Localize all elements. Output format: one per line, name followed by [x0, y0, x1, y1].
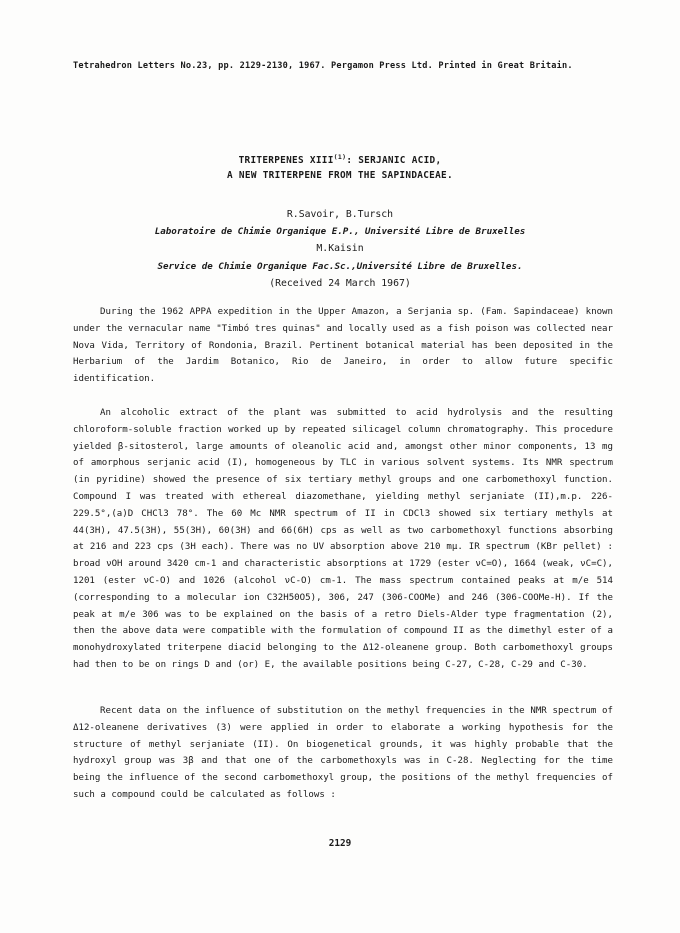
- article-title-text: TRITERPENES XIII: [238, 155, 334, 167]
- affiliation-1: Laboratoire de Chimie Organique E.P., Université Libre de Bruxelles: [154, 226, 526, 237]
- authors-group-1: R.Savoir, B.Tursch: [286, 209, 394, 220]
- paragraph-2-text: An alcoholic extract of the plant was submitted to acid hydrolysis and the resulting chloroform-soluble fraction worked up by repeated silicagel column chromatography. This procedure yielded β-sitosterol, large amounts of oleanolic acid and, amongst other minor components, 13 mg of amorphous serjanic acid (I), homogeneous by TLC in various solvent systems. Its NMR spectrum (in pyridine) showed the presence of six tertiary methyl groups and one carbomethoxyl function. Compound I was treated with ethereal diazomethane, yielding methyl serjaniate (II),m.p. 226-229.5°,(a)D CHCl3 78°. The 60 Mc NMR spectrum of II in CDCl3 showed six tertiary methyls at 44(3H), 47.5(3H), 55(3H), 60(3H) and 66(6H) cps as well as two carbomethoxyl functions absorbing at 216 and 223 cps (3H each). There was no UV absorption above 210 mμ. IR spectrum (KBr pellet) : broad νOH around 3420 cm-1 and characteristic absorptions at 1729 (ester νC=O), 1664 (weak, νC=C), 1201 (ester νC-O) and 1026 (alcohol νC-O) cm-1. The mass spectrum contained peaks at m/e 514 (corresponding to a molecular ion C32H50O5), 306, 247 (306-COOMe) and 246 (306-COOMe-H). If the peak at m/e 306 was to be explained on the basis of a retro Diels-Alder type fragmentation (2), then the above data were compatible with the formulation of compound II as the dimethyl ester of a monohydroxylated triterpene diacid belonging to the Δ12-oleanene group. Both carbomethoxyl groups had then to be on rings D and (or) E, the available positions being C-27, C-28, C-29 and C-30.: [73, 408, 613, 670]
- paragraph-3-text: Recent data on the influence of substitution on the methyl frequencies in the NMR spectrum of Δ12-oleanene derivatives (3) were applied in order to elaborate a working hypothesis for the structure of methyl serjaniate (II). On biogenetical grounds, it was highly probable that the hydroxyl group was 3β and that one of the carbomethoxyls was in C-28. Neglecting for the time being the influence of the second carbomethoxyl group, the positions of the methyl frequencies of such a compound could be calculated as follows :: [73, 706, 613, 800]
- article-title-tail: : SERJANIC ACID,: [346, 155, 442, 167]
- affiliation-2: Service de Chimie Organique Fac.Sc.,Université Libre de Bruxelles.: [157, 261, 523, 272]
- authors-group-2: M.Kaisin: [316, 243, 364, 254]
- article-title-line-2: A NEW TRITERPENE FROM THE SAPINDACEAE.: [227, 170, 453, 181]
- journal-header: Tetrahedron Letters No.23, pp. 2129-2130, 1967. Pergamon Press Ltd. Printed in Great Britain.: [73, 61, 573, 71]
- paragraph-1-text: During the 1962 APPA expedition in the Upper Amazon, a Serjania sp. (Fam. Sapindaceae) known under the vernacular name "Timbó tres quinas" and locally used as a fish poison was collected near Nova Vida, Territory of Rondonia, Brazil. Pertinent botanical material has been deposited in the Herbarium of the Jardim Botanico, Rio de Janeiro, in order to allow future specific identification.: [73, 307, 613, 385]
- paragraph-3: [73, 703, 613, 804]
- article-title-line-1: [0, 153, 680, 166]
- paragraph-1: [73, 304, 613, 388]
- paragraph-2: [73, 405, 613, 674]
- received-date: (Received 24 March 1967): [269, 278, 411, 289]
- page-number: 2129: [328, 838, 352, 849]
- title-reference: (1): [333, 153, 347, 161]
